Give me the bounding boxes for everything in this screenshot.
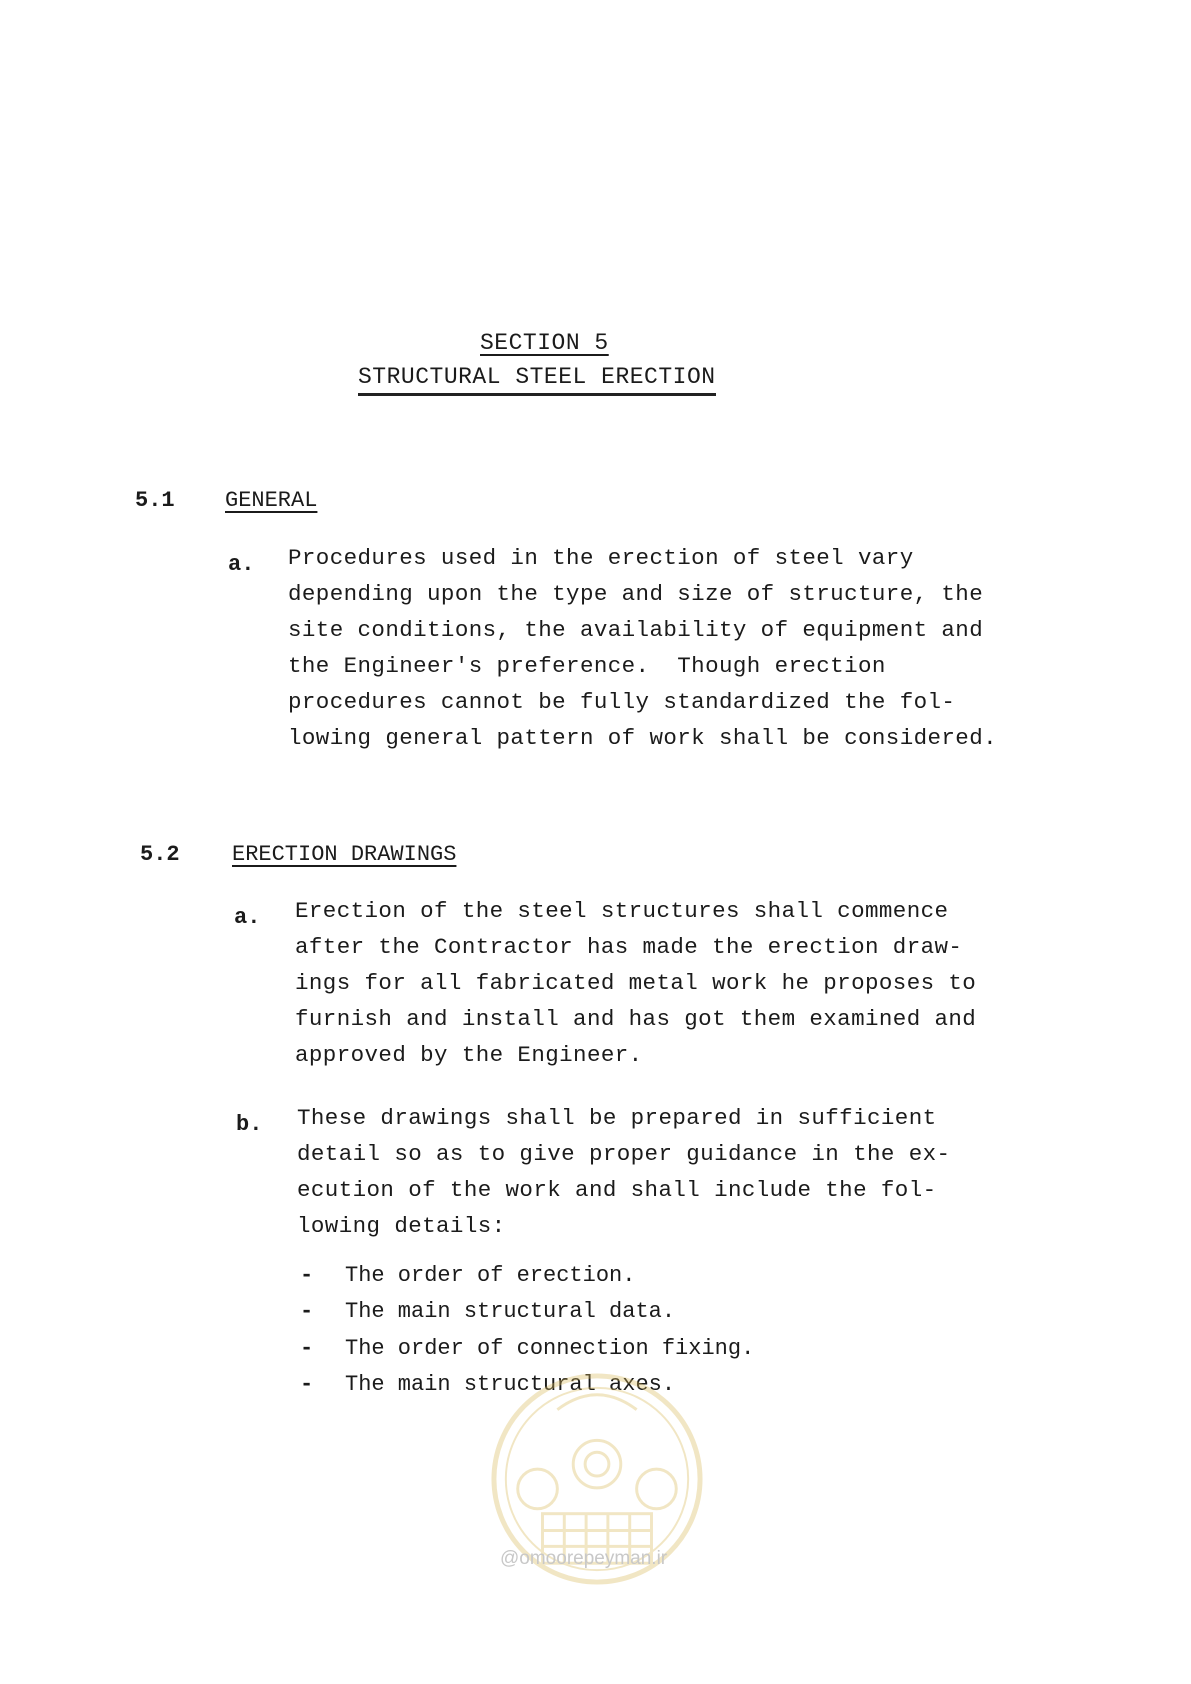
paragraph-line: procedures cannot be fully standardized the fol-	[288, 689, 956, 715]
list-item-text: The main structural axes.	[345, 1372, 676, 1398]
item-5-2-b-letter: b.	[236, 1112, 263, 1137]
paragraph-line: These drawings shall be prepared in sufficient	[297, 1105, 937, 1131]
item-5-1-a-paragraph	[288, 540, 997, 756]
paragraph-line: approved by the Engineer.	[295, 1042, 643, 1068]
paragraph-line: ings for all fabricated metal work he proposes to	[295, 970, 977, 996]
section-title-heading: STRUCTURAL STEEL ERECTION	[358, 364, 716, 396]
paragraph-line: detail so as to give proper guidance in the ex-	[297, 1141, 951, 1167]
paragraph-line: depending upon the type and size of structure, the	[288, 581, 984, 607]
item-5-2-a-letter: a.	[234, 905, 261, 930]
paragraph-line: lowing general pattern of work shall be considered.	[288, 725, 998, 751]
paragraph-line: site conditions, the availability of equipment and	[288, 617, 984, 643]
paragraph-line: Erection of the steel structures shall commence	[295, 898, 949, 924]
paragraph-line: furnish and install and has got them examined and	[295, 1006, 977, 1032]
paragraph-line: ecution of the work and shall include the fol-	[297, 1177, 937, 1203]
item-5-1-a-letter: a.	[228, 552, 255, 577]
section-5-2-number: 5.2	[140, 842, 180, 867]
paragraph-line: after the Contractor has made the erection draw-	[295, 934, 963, 960]
paragraph-line: the Engineer's preference. Though erection	[288, 653, 886, 679]
list-item: - The order of erection.	[300, 1262, 636, 1288]
section-5-1-number: 5.1	[135, 488, 175, 513]
paragraph-line: lowing details:	[297, 1213, 506, 1239]
list-item: - The main structural axes.	[300, 1372, 676, 1398]
section-number-heading: SECTION 5	[480, 330, 609, 356]
item-5-2-a-paragraph	[295, 893, 976, 1073]
section-5-2-title: ERECTION DRAWINGS	[232, 842, 457, 867]
item-5-2-b-paragraph	[297, 1100, 950, 1244]
paragraph-line: Procedures used in the erection of steel vary	[288, 545, 914, 571]
list-item-text: The main structural data.	[345, 1299, 676, 1325]
list-item-text: The order of erection.	[345, 1262, 636, 1288]
section-5-1-title: GENERAL	[225, 488, 318, 513]
list-item: - The main structural data.	[300, 1299, 676, 1325]
list-item: - The order of connection fixing.	[300, 1335, 755, 1361]
list-item-text: The order of connection fixing.	[345, 1335, 755, 1361]
watermark-text: @omoorepeyman.ir	[500, 1548, 668, 1569]
